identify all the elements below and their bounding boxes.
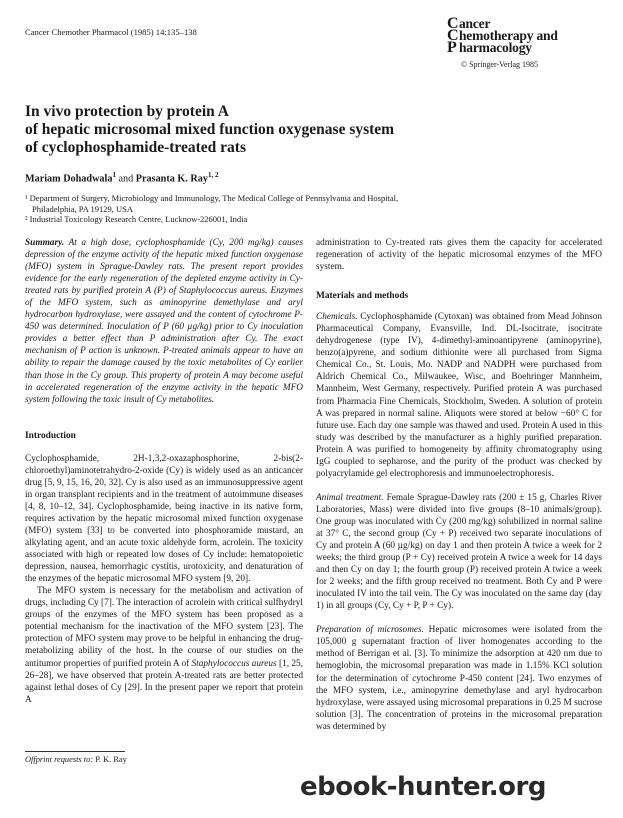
journal-logo-line-2: Chemotherapy and [447,27,558,44]
introduction-heading: Introduction [25,430,76,441]
article-title: In vivo protection by protein A of hepatic microsomal mixed function oxygenase system of cyclophosphamide-treated rats [25,103,395,156]
chemicals-paragraph: Chemicals. Cyclophosphamide (Cytoxan) was obtained from Mead Johnson Pharmaceutical Company, Evansville, Ind. DL-Isocitrate, isocitrate dehydrogenese (type IV), 4-dimethyl-aminoantipyrene (aminopyrine), benzo(a)pyrene, and sodium dithionite were all purchased from Sigma Chemical Co., St. Louis, Mo. NADP and NADPH were purchased from Aldrich Chemical Co., Milwaukee, Wisc, and Boehringer Mannheim, Mannheim, West Germany, respectively. Purified protein A was purchased from Pharmacia Fine Chemicals, Stockholm, Sweden. A solution of protein A was prepared in normal saline. Aliquots were stored at below −60° C for future use. Each day one sample was thawed and used. Protein A used in this study was described by the manufacturer as a highly purified preparation. Protein A was purified to homogeneity by affinity chromatography using IgG coupled to sepharose, and the purity of the product was checked by polyacrylamide gel electrophoresis and immunoelectrophoresis. [316,312,602,479]
summary-paragraph: Summary. At a high dose, cyclophosphamide (Cy, 200 mg/kg) causes depression of the enzyme activity of the hepatic mixed function oxygenase (MFO) system in Sprague-Dawley rats. The present report provides evidence for the early regeneration of the depleted enzyme activity in Cy-treated rats by purified protein A (P) of Staphylococcus aureus. Enzymes of the MFO system, such as aminopyrine demethylase and aryl hydrocarbon hydroxylase, were assayed and the content of cytochrome P-450 was determined. Inoculation of P (60 µg/kg) prior to Cy inoculation provides a better effect than P administration after Cy. The exact mechanism of P action is unknown. P-treated animals appear to have an ability to repair the damage caused by the toxic metabolites of Cy earlier than those in the Cy group. This property of protein A may become useful in accelerated regeneration of the enzyme activity in the hepatic MFO system following the toxic insult of Cy metabolites. [25,238,303,405]
intro-paragraph-1: Cyclophosphamide, 2H-1,3,2-oxazaphosphorine, 2-bis(2-chloroethyl)aminotetrahydro-2-oxide (Cy) is widely used as an anticancer drug [5, 9, 15, 16, 20, 32]. Cy is also used as an immunosuppressive agent in organ transplant recipients and in the treatment of autoimmune diseases [4, 8, 10–12, 34]. Cyclophosphamide, being inactive in its native form, requires activation by the hepatic microsomal mixed function oxygenase (MFO) system [33] to be converted into phosphoramide mustard, an alkylating agent, and an acute toxic aldehyde form, acrolein. The toxicity associated with high or repeated low doses of Cy include: hematopoietic depression, nausea, hemorrhagic cystitis, urotoxicity, and denaturation of the enzymes of the hepatic microsomal MFO system [9, 20]. [25,453,303,585]
copyright-notice: © Springer-Verlag 1985 [461,60,539,69]
intro-paragraph-2: The MFO system is necessary for the metabolism and activation of drugs, including Cy [7]. The interaction of acrolein with critical sulfhydryl groups of the enzymes of the MFO system has been proposed as a potential mechanism for the inactivation of the MFO system [23]. The protection of MFO system may prove to be helpful in enhancing the drug-metabolizing ability of the host. In the course of our studies on the antitumor properties of purified protein A of Staphylococcus aureus [1, 25, 26–28], we have observed that protein A-treated rats are better protected against lethal doses of Cy [29]. In the present paper we report that protein A [25,586,303,705]
animal-treatment-paragraph: Animal treatment. Female Sprague-Dawley rats (200 ± 15 g, Charles River Laboratories, Mass) were divided into five groups (8–10 animals/group). One group was inoculated with Cy (200 mg/kg) solubilized in normal saline at 37° C, the second group (Cy + P) received two separate inoculations of Cy and protein A (60 µg/kg) on day 1 and then protein A twice a week for 2 weeks; the third group (P + Cy) received protein A twice a week for 14 days and then Cy on day 1; the fourth group (P) received protein A twice a week for 2 weeks; and the fifth group received no treatment. Both Cy and P were inoculated IV into the tail vein. The Cy was inoculated on the same day (day 1) in all groups (Cy, Cy + P, P + Cy). [316,492,602,612]
summary-label: Summary. [25,238,65,248]
author-list: Mariam Dohadwala$^1$ and Prasanta K. Ray$^{1, 2}$ [25,171,219,185]
journal-logo-line-3: P harmacology [447,39,532,56]
footnote-rule [25,751,125,752]
watermark: ebook-hunter.org [300,772,546,802]
materials-methods-heading: Materials and methods [316,291,409,302]
continued-paragraph: administration to Cy-treated rats gives them the capacity for accelerated regeneration of activity of the hepatic microsomal enzymes of the MFO system. [316,238,602,273]
author-2: Prasanta K. Ray [135,173,208,185]
journal-logo-line-1: Cancer [447,15,491,32]
left-column [25,237,303,706]
journal-logo [447,15,607,69]
microsomes-paragraph: Preparation of microsomes. Hepatic microsomes were isolated from the 105,000 g supernatant fraction of liver homogenates according to the method of Berrigan et al. [3]. To minimize the adsorption at 420 nm due to hemoglobin, the microsomal preparation was made in 1.15% KCl solution for the determination of cytochrome P-450 content [24]. Two enzymes of the MFO system, i.e., aminopyrine demethylase and aryl hydrocarbon hydroxylase, were assayed using microsomal preparations in 0.25 M sucrose solution [3]. The concentration of proteins in the microsomal preparation was determined by [316,625,602,732]
right-column [316,237,602,733]
author-1: Mariam Dohadwala [25,173,113,185]
journal-citation: Cancer Chemother Pharmacol (1985) 14:135–138 [25,27,197,37]
affiliations: ¹ Department of Surgery, Microbiology and Immunology, The Medical College of Pennsylvania and Hospital, Philadelphia, PA 19129, USA ² Industrial Toxicology Research Centre, Lucknow-226001, India [25,193,399,225]
offprint-footnote: Offprint requests to: P. K. Ray [25,755,127,764]
